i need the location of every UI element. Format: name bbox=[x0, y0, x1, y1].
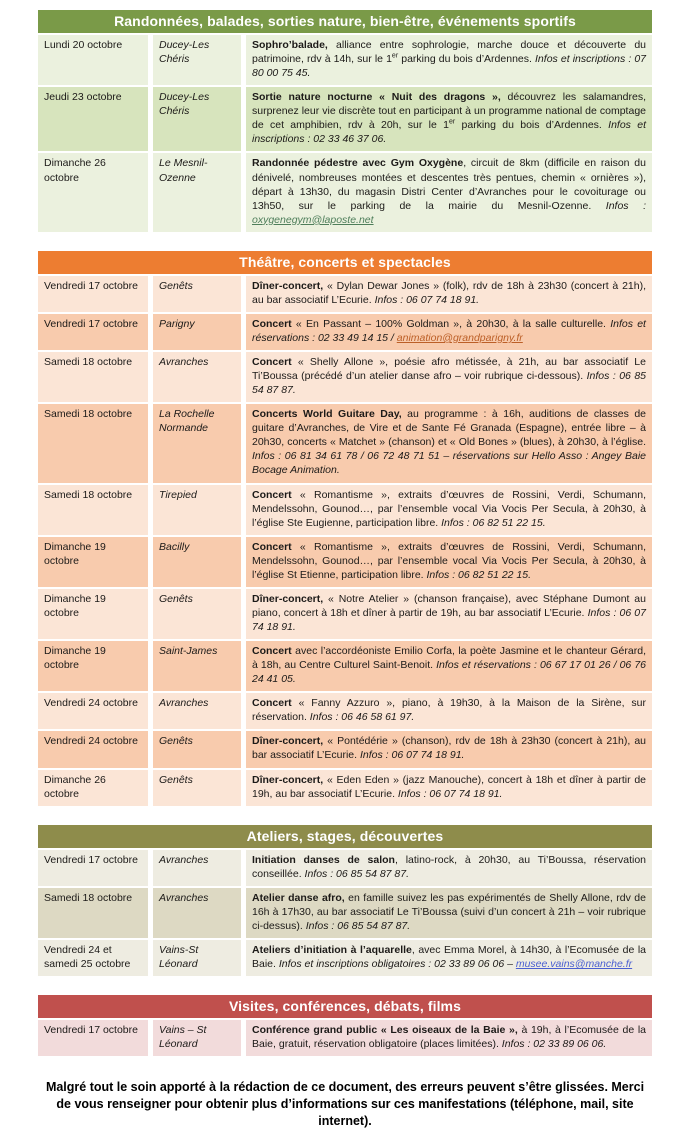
event-section-visites bbox=[38, 995, 652, 1056]
text-run: avec l’accordéoniste Emilio Corfa, la poète Jasmine et le chanteur Gérard, à 18h, au Centre Culturel Saint-Benoit. bbox=[252, 645, 646, 672]
text-run: Sortie nature nocturne « Nuit des dragons », bbox=[252, 91, 501, 104]
text-run: découvrez les salamandres, surprenez leur vie discrète tout en participant à un programme national de comptage de cet amphibien, rdv à 20h, sur le 1 bbox=[252, 91, 646, 132]
text-run: Infos et réservations : 02 33 49 14 15 / bbox=[252, 317, 646, 344]
event-row bbox=[38, 693, 652, 729]
event-date: Dimanche 19 octobre bbox=[38, 537, 148, 587]
text-run: Infos : 06 85 54 87 87. bbox=[252, 370, 646, 397]
text-run: Infos et inscriptions : 02 33 46 37 06. bbox=[252, 119, 646, 146]
text-run: Infos et inscriptions obligatoires : 02 33 89 06 06 – bbox=[278, 958, 516, 970]
text-run: « Eden Eden » (jazz Manouche), concert à 18h et dîner à partir de 19h, au bar associatif L’Ecurie. bbox=[252, 773, 646, 800]
text-run: Concert bbox=[252, 540, 292, 553]
text-run: Concert bbox=[252, 356, 292, 368]
event-location: Genêts bbox=[153, 589, 241, 639]
event-row bbox=[38, 850, 652, 886]
event-row bbox=[38, 352, 652, 402]
event-date: Samedi 18 octobre bbox=[38, 352, 148, 402]
event-location: Le Mesnil-Ozenne bbox=[153, 153, 241, 231]
text-run: Concert bbox=[252, 488, 292, 501]
event-row bbox=[38, 770, 652, 806]
event-location: Vains – St Léonard bbox=[153, 1020, 241, 1056]
text-run: Dîner-concert, bbox=[252, 279, 324, 292]
text-run: , circuit de 8km (difficile en raison du dénivelé, nombreuses montées et descentes très pentues, chemin « ornières »), départ à 13h30, du magasin Distri Center d’Avranches pour le covoiturage ou 13h50, sur le parking de la mairie du Mesnil-Ozenne. bbox=[252, 157, 646, 212]
event-row bbox=[38, 641, 652, 691]
text-run: Ateliers d’initiation à l’aquarelle bbox=[252, 943, 412, 956]
event-date: Vendredi 17 octobre bbox=[38, 850, 148, 886]
event-date: Samedi 18 octobre bbox=[38, 485, 148, 535]
event-date: Dimanche 26 octobre bbox=[38, 770, 148, 806]
text-run: alliance entre sophrologie, marche douce et découverte du patrimoine, rdv à 14h, sur le 1 bbox=[252, 39, 646, 66]
event-row bbox=[38, 888, 652, 938]
text-run: « Dylan Dewar Jones » (folk), rdv de 18h à 23h30 (concert à 21h), au bar associatif L’Ecurie. bbox=[252, 279, 646, 306]
event-row bbox=[38, 485, 652, 535]
event-date: Samedi 18 octobre bbox=[38, 404, 148, 482]
text-run: Dîner-concert, bbox=[252, 735, 324, 748]
text-run: parking du bois d’Ardennes. bbox=[455, 119, 609, 132]
event-location: Genêts bbox=[153, 276, 241, 312]
event-section-randonnees bbox=[38, 10, 652, 232]
event-row bbox=[38, 35, 652, 85]
event-location: Vains-St Léonard bbox=[153, 940, 241, 976]
email-link[interactable]: animation@grandparigny.fr bbox=[396, 331, 523, 344]
section-header-theatre: Théâtre, concerts et spectacles bbox=[38, 251, 652, 274]
section-rows bbox=[38, 35, 652, 232]
event-date: Vendredi 24 octobre bbox=[38, 731, 148, 767]
event-location: La Rochelle Normande bbox=[153, 404, 241, 482]
text-run: « En Passant – 100% Goldman », à 20h30, à la salle culturelle. bbox=[291, 317, 611, 330]
text-run: Sophro’balade, bbox=[252, 39, 328, 51]
text-run: Dîner-concert, bbox=[252, 592, 324, 605]
text-run: en famille suivez les pas expérimentés de Shelly Allone, rdv de 16h à 17h30, au bar associatif Le Ti’Boussa (suivi d’un concert à 21h – voir rubrique ci-dessus). bbox=[252, 891, 646, 932]
section-rows bbox=[38, 276, 652, 806]
event-location: Ducey-Les Chéris bbox=[153, 35, 241, 85]
ordinal-superscript: er bbox=[448, 118, 456, 126]
event-date: Vendredi 24 octobre bbox=[38, 693, 148, 729]
event-description bbox=[246, 1020, 652, 1056]
text-run: « Pontédérie » (chanson), rdv de 18h à 23h30 (concert à 21h), au bar associatif L’Ecurie. bbox=[252, 735, 646, 762]
event-description bbox=[246, 888, 652, 938]
event-date: Dimanche 19 octobre bbox=[38, 589, 148, 639]
event-location: Genêts bbox=[153, 731, 241, 767]
text-run: Infos : 06 07 74 18 91. bbox=[359, 749, 465, 762]
event-description bbox=[246, 35, 652, 85]
event-description bbox=[246, 352, 652, 402]
text-run: « Romantisme », extraits d’œuvres de Rossini, Verdi, Schumann, Mendelssohn, Gounod…, par l’ensemble vocal Via Vocis Per Secula, à 20h30, à l’église Ste Eugienne, participation libre. bbox=[252, 488, 646, 529]
event-row bbox=[38, 314, 652, 350]
section-rows bbox=[38, 1020, 652, 1056]
event-description bbox=[246, 314, 652, 350]
event-date: Dimanche 26 octobre bbox=[38, 153, 148, 231]
text-run: Infos : 06 07 74 18 91. bbox=[374, 293, 480, 306]
event-description bbox=[246, 87, 652, 151]
text-run: à 19h, à l’Ecomusée de la Baie, gratuit, réservation obligatoire (places limitées). bbox=[252, 1024, 646, 1051]
event-date: Lundi 20 octobre bbox=[38, 35, 148, 85]
ordinal-superscript: er bbox=[391, 52, 399, 60]
section-header-visites: Visites, conférences, débats, films bbox=[38, 995, 652, 1018]
event-row bbox=[38, 1020, 652, 1056]
text-run: Infos : 06 81 34 61 78 / 06 72 48 71 51 – réservations sur Hello Asso : Angey Baie Bocage Animation. bbox=[252, 450, 646, 477]
text-run: , latino-rock, à 20h30, au Ti’Boussa, réservation conseillée. bbox=[252, 853, 647, 880]
event-description bbox=[246, 276, 652, 312]
text-run: Concert bbox=[252, 645, 292, 658]
text-run: « Fanny Azzuro », piano, à 19h30, à la Maison de la Sirène, sur réservation. bbox=[252, 697, 646, 724]
text-run: Dîner-concert, bbox=[252, 773, 324, 786]
event-description bbox=[246, 850, 652, 886]
section-header-ateliers: Ateliers, stages, découvertes bbox=[38, 825, 652, 848]
text-run: Concerts World Guitare Day, bbox=[252, 408, 402, 421]
event-location: Ducey-Les Chéris bbox=[153, 87, 241, 151]
text-run: Infos : 06 82 51 22 15. bbox=[426, 568, 532, 581]
event-description bbox=[246, 693, 652, 729]
text-run: « Romantisme », extraits d’œuvres de Rossini, Verdi, Schumann, Mendelssohn, Gounod…, par l’ensemble vocal Via Vocis Per Secula, à 20h30, à l’église St Etienne, participation libre. bbox=[252, 540, 646, 581]
text-run: « Shelly Allone », poésie afro métissée, à 21h, au bar associatif Le Ti’Boussa (précédé d’un atelier danse afro – voir rubrique ci-dessous). bbox=[252, 356, 646, 383]
event-section-ateliers bbox=[38, 825, 652, 976]
event-date: Dimanche 19 octobre bbox=[38, 641, 148, 691]
event-row bbox=[38, 87, 652, 151]
event-row bbox=[38, 940, 652, 976]
event-description bbox=[246, 770, 652, 806]
event-description bbox=[246, 589, 652, 639]
sections-container bbox=[38, 10, 652, 1056]
text-run: Initiation danses de salon bbox=[252, 853, 395, 866]
text-run: Infos : 06 07 74 18 91. bbox=[252, 606, 646, 633]
section-rows bbox=[38, 850, 652, 976]
text-run: Infos : 06 07 74 18 91. bbox=[397, 787, 503, 800]
event-date: Samedi 18 octobre bbox=[38, 888, 148, 938]
text-run: « Notre Atelier » (chanson française), avec Stéphane Dumont au piano, concert à 18h et dîner à partir de 19h, au bar associatif L’Ecurie. bbox=[252, 592, 646, 619]
text-run: Infos et réservations : 06 67 17 01 26 / 06 76 24 41 05. bbox=[252, 659, 647, 686]
event-date: Vendredi 17 octobre bbox=[38, 1020, 148, 1056]
event-date: Vendredi 17 octobre bbox=[38, 276, 148, 312]
text-run: Infos : 02 33 89 06 06. bbox=[501, 1038, 607, 1051]
event-location: Avranches bbox=[153, 352, 241, 402]
event-description bbox=[246, 485, 652, 535]
text-run: Concert bbox=[252, 317, 292, 330]
event-description bbox=[246, 404, 652, 482]
event-description bbox=[246, 537, 652, 587]
event-row bbox=[38, 731, 652, 767]
text-run: Atelier danse afro, bbox=[252, 891, 345, 904]
text-run: Randonnée pédestre avec Gym Oxygène bbox=[252, 157, 464, 170]
text-run: Infos : bbox=[605, 199, 646, 212]
text-run: Infos : 06 85 54 87 87. bbox=[305, 919, 411, 932]
text-run: Infos : 06 46 58 61 97. bbox=[309, 711, 415, 724]
email-link[interactable]: oxygenegym@laposte.net bbox=[252, 213, 374, 226]
event-row bbox=[38, 276, 652, 312]
event-location: Avranches bbox=[153, 693, 241, 729]
section-header-randonnees: Randonnées, balades, sorties nature, bien-être, événements sportifs bbox=[38, 10, 652, 33]
event-date: Vendredi 17 octobre bbox=[38, 314, 148, 350]
event-section-theatre bbox=[38, 251, 652, 806]
text-run: au programme : à 16h, auditions de classes de guitare d’Avranches, de Vire et de Sante Fé Granada (Espagne), entrée libre – à 20h30, concerts « Matchet » (chanson) et « Old Bones » (blues), à 20h30, à l’église. bbox=[252, 408, 646, 449]
event-row bbox=[38, 153, 652, 231]
text-run: Infos : 06 82 51 22 15. bbox=[441, 516, 546, 529]
text-run: Infos et inscriptions : 07 80 00 75 45. bbox=[252, 53, 646, 80]
event-description bbox=[246, 641, 652, 691]
event-row bbox=[38, 404, 652, 482]
text-run: , avec Emma Morel, à 14h30, à l’Ecomusée de la Baie. bbox=[252, 943, 646, 970]
text-run: parking du bois d’Ardennes. bbox=[398, 53, 536, 66]
event-location: Parigny bbox=[153, 314, 241, 350]
event-location: Saint-James bbox=[153, 641, 241, 691]
event-location: Tirepied bbox=[153, 485, 241, 535]
event-location: Avranches bbox=[153, 888, 241, 938]
event-row bbox=[38, 537, 652, 587]
event-date: Vendredi 24 et samedi 25 octobre bbox=[38, 940, 148, 976]
text-run: Concert bbox=[252, 697, 292, 710]
text-run: Infos : 06 85 54 87 87. bbox=[304, 867, 410, 880]
event-description bbox=[246, 153, 652, 231]
event-location: Genêts bbox=[153, 770, 241, 806]
text-run: Conférence grand public « Les oiseaux de la Baie », bbox=[252, 1024, 518, 1037]
email-link[interactable]: musee.vains@manche.fr bbox=[515, 958, 633, 970]
event-description bbox=[246, 731, 652, 767]
event-date: Jeudi 23 octobre bbox=[38, 87, 148, 151]
disclaimer-footer: Malgré tout le soin apporté à la rédaction de ce document, des erreurs peuvent s’être glissées. Merci de vous renseigner pour obtenir plus d’informations sur ces manifestations (téléphone, mail, site internet). bbox=[45, 1080, 645, 1128]
event-description bbox=[246, 940, 652, 976]
event-location: Bacilly bbox=[153, 537, 241, 587]
event-location: Avranches bbox=[153, 850, 241, 886]
event-row bbox=[38, 589, 652, 639]
